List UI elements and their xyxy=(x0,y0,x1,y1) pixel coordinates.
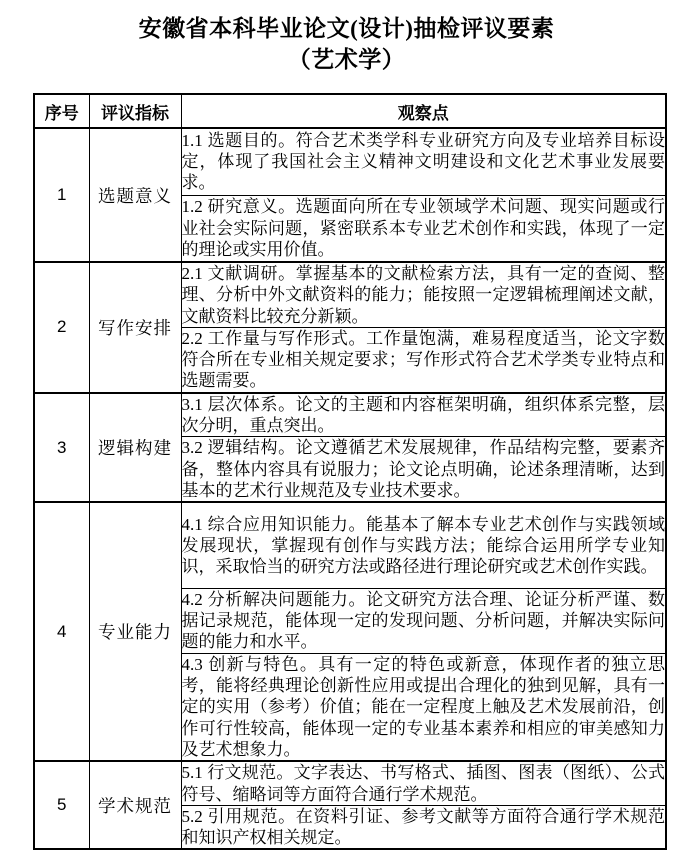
review-table xyxy=(33,93,667,850)
observation-point-cell: 3.1 层次体系。论文的主题和内容框架明确，组织体系完整，层次分明，重点突出。 xyxy=(181,394,665,436)
page-title-line2: （艺术学） xyxy=(287,47,406,72)
row-number-cell: 3 xyxy=(34,393,89,502)
row-number-cell: 2 xyxy=(34,262,89,393)
table-row xyxy=(34,502,666,588)
table-row xyxy=(34,128,666,195)
indicator-cell: 选题意义 xyxy=(89,128,181,262)
observation-point-cell: 4.3 创新与特色。具有一定的特色或新意，体现作者的独立思考，能将经典理论创新性应用或提出合理化的独到见解，具有一定的实用（参考）价值；能在一定程度上触及艺术发展前沿，创作可行性较高，能体现一定的专业基本素养和相应的审美感知力及艺术想象力。 xyxy=(181,653,666,761)
row-number-cell: 4 xyxy=(34,502,89,761)
observation-point-cell: 2.1 文献调研。掌握基本的文献检索方法，具有一定的查阅、整理、分析中外文献资料的能力；能按照一定逻辑梳理阐述文献，文献资料比较充分新颖。 xyxy=(181,264,665,326)
observation-point-cell: 2.2 工作量与写作形式。工作量饱满，难易程度适当，论文字数符合所在专业相关规定要求；写作形式符合艺术学类专业特点和选题需要。 xyxy=(181,327,666,392)
header-observation: 观察点 xyxy=(181,94,666,128)
observation-point-cell: 3.2 逻辑结构。论文遵循艺术发展规律，作品结构完整，要素齐备，整体内容具有说服力；论文论点明确，论述条理清晰，达到基本的艺术行业规范及专业技术要求。 xyxy=(181,437,666,502)
observation-point-cell: 1.1 选题目的。符合艺术类学科专业研究方向及专业培养目标设定，体现了我国社会主义精神文明建设和文化艺术事业发展要求。 xyxy=(181,128,666,195)
table-row xyxy=(34,262,666,327)
row-number-cell: 5 xyxy=(34,761,89,849)
header-indicator: 评议指标 xyxy=(89,94,181,128)
page-title xyxy=(0,13,693,75)
header-no: 序号 xyxy=(34,94,89,128)
indicator-cell: 学术规范 xyxy=(89,761,181,849)
observation-point-cell: 4.2 分析解决问题能力。论文研究方法合理、论证分析严谨、数据记录规范，能体现一定的发现问题、分析问题，并解决实际问题的能力和水平。 xyxy=(181,589,665,652)
table-header-row xyxy=(34,94,666,128)
indicator-cell: 专业能力 xyxy=(89,502,181,761)
page-title-line1: 安徽省本科毕业论文(设计)抽检评议要素 xyxy=(138,16,555,41)
row-number-cell: 1 xyxy=(34,128,89,262)
observation-point-cell: 1.2 研究意义。选题面向所在专业领域学术问题、现实问题或行业社会实际问题，紧密联系本专业艺术创作和实践，体现了一定的理论或实用价值。 xyxy=(181,195,666,262)
observation-point-cell: 5.2 引用规范。在资料引证、参考文献等方面符合通行学术规范和知识产权相关规定。 xyxy=(181,805,666,849)
observation-point-cell: 4.1 综合应用知识能力。能基本了解本专业艺术创作与实践领域发展现状，掌握现有创作与实践方法；能综合运用所学专业知识，采取恰当的研究方法或路径进行理论研究或艺术创作实践。 xyxy=(181,502,666,588)
indicator-cell: 写作安排 xyxy=(89,262,181,393)
indicator-cell: 逻辑构建 xyxy=(89,393,181,502)
table-row xyxy=(34,761,666,805)
observation-point-cell: 5.1 行文规范。文字表达、书写格式、插图、图表（图纸）、公式符号、缩略词等方面符合通行学术规范。 xyxy=(181,763,665,804)
table-row xyxy=(34,393,666,437)
